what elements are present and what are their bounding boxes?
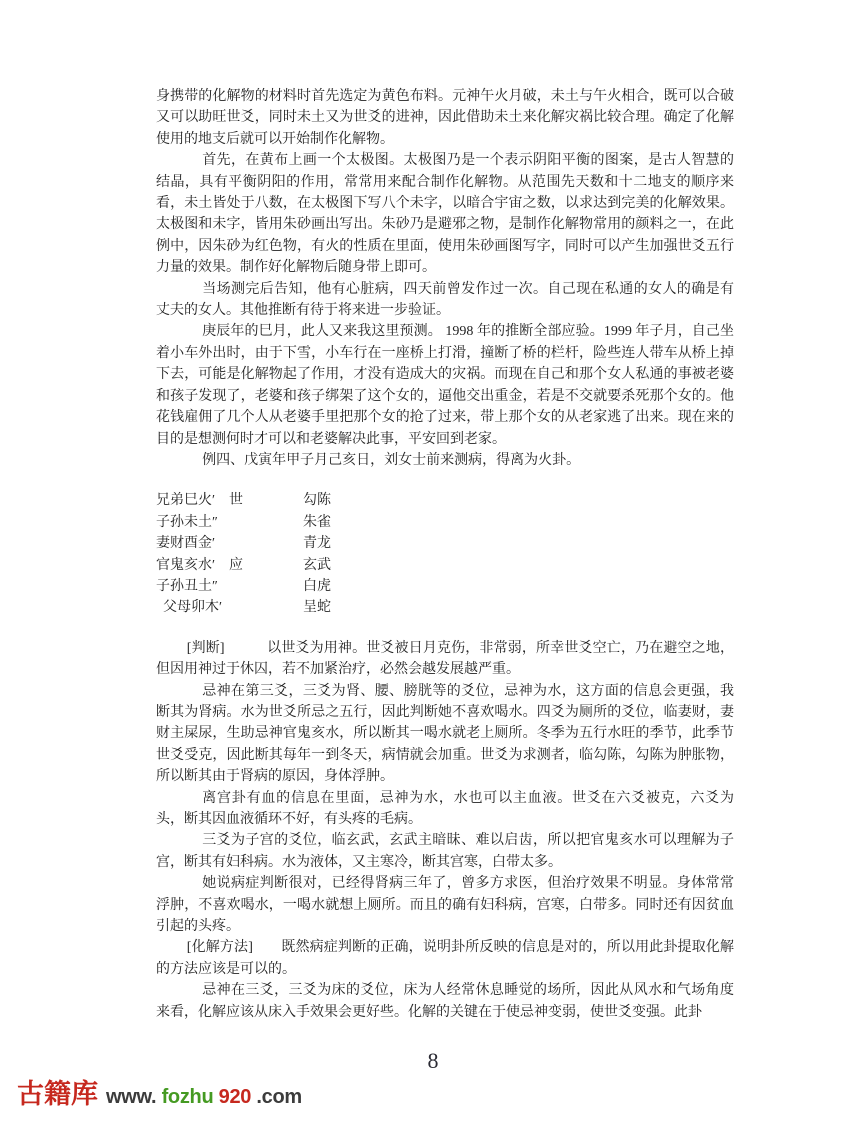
page-number: 8 [427,1048,439,1073]
watermark-url-com: .com [256,1086,302,1108]
hexagram-row [156,533,734,554]
hexagram-line-text: 子孙丑土″ [156,578,218,594]
paragraph-remedy-method: [化解方法] 既然病症判断的正确，说明卦所反映的信息是对的，所以用此卦提取化解的方法应该是可以的。 [156,940,734,977]
hexagram-line-text: 兄弟巳火′ 世 [156,493,244,509]
paragraph-judgment: [判断] 以世爻为用神。世爻被日月克伤，非常弱，所幸世爻空亡，乃在避空之地，但因用神过于休囚，若不加紧治疗，必然会越发展越严重。 [156,640,734,678]
watermark-url-www: www. [106,1086,157,1108]
watermark-url [106,1086,302,1109]
hexagram-line-text: 妻财酉金′ [156,536,216,552]
hexagram-line-text: 官鬼亥水′ 应 [156,557,244,573]
hexagram-line-text: 父母卯木′ [163,600,223,616]
paragraph-blood-analysis: 离宫卦有血的信息在里面，忌神为水，水也可以主血液。世爻在六爻被克，六爻为头，断其因血液循环不好，有头疼的毛病。 [156,790,734,827]
hexagram-spirit-text: 呈蛇 [303,600,331,616]
paragraph-gengchen: 庚辰年的巳月，此人又来我这里预测。 1998 年的推断全部应验。1999 年子月，自己坐着小车外出时，由于下雪，小车行在一座桥上打滑，撞断了桥的栏杆，险些连人带车从桥上掉下去，可能是化解物起了作用，才没有造成大的灾祸。而现在自己和那个女人私通的事被老婆和孩子发现了，老婆和孩子绑架了这个女的，逼他交出重金，若是不交就要杀死那个女的。他花钱雇佣了几个人从老婆手里把那个女的抢了过来，带上那个女的从老家逃了出来。现在来的目的是想测何时才可以和老婆解决此事，平安回到老家。 [156,324,734,447]
hexagram-row [156,555,734,576]
hexagram-spirit-text: 勾陈 [303,493,331,509]
hexagram-row [156,597,734,618]
hexagram-spirit-text: 白虎 [303,578,331,594]
watermark-url-fozhu: fozhu [161,1086,214,1108]
hexagram-spirit-text: 青龙 [303,536,331,552]
paragraph-example-4: 例四、戊寅年甲子月己亥日，刘女士前来测病，得离为火卦。 [202,452,581,468]
hexagram-spirit-text: 朱雀 [303,514,331,530]
watermark-url-920: 920 [218,1086,252,1108]
paragraph-feedback: 当场测完后告知，他有心脏病，四天前曾发作过一次。自己现在私通的女人的确是有丈夫的女人。其他推断有待于将来进一步验证。 [156,281,734,319]
text-block [156,86,734,1023]
paragraph-taiji: 首先，在黄布上画一个太极图。太极图乃是一个表示阴阳平衡的图案，是古人智慧的结晶，具有平衡阴阳的作用，常常用来配合制作化解物。从范围先天数和十二地支的顺序来看，未土皆处于八数，在太极图下写八个未字，以暗合宇宙之数，以求达到完美的化解效果。太极图和未字，皆用朱砂画出写出。朱砂乃是避邪之物，是制作化解物常用的颜料之一，在此例中，因朱砂为红色物，有火的性质在里面，使用朱砂画图写字，同时可以产生加强世爻五行力量的效果。制作好化解物后随身带上即可。 [156,153,734,276]
paragraph-gyn-analysis: 三爻为子宫的爻位，临玄武，玄武主暗昧、难以启齿，所以把官鬼亥水可以理解为子宫，断其有妇科病。水为液体，又主寒冷，断其宫寒，白带太多。 [156,833,734,870]
hexagram-row [156,512,734,533]
paragraph-confirmation: 她说病症判断很对，已经得肾病三年了，曾多方求医，但治疗效果不明显。身体常常浮肿，不喜欢喝水，一喝水就想上厕所。而且的确有妇科病，宫寒，白带多。同时还有因贫血引起的头疼。 [156,876,734,935]
watermark-site-name: 古籍库 [17,1079,98,1109]
hexagram-table [156,490,734,618]
paragraph-kidney-analysis: 忌神在第三爻，三爻为肾、腰、膀胱等的爻位，忌神为水，这方面的信息会更强，我断其为肾病。水为世爻所忌之五行，因此判断她不喜欢喝水。四爻为厕所的爻位，临妻财，妻财主屎尿，生助忌神官鬼亥水，所以断其一喝水就老上厕所。冬季为五行水旺的季节，此季节世爻受克，因此断其每年一到冬天，病情就会加重。世爻为求测者，临勾陈，勾陈为肿胀物，所以断其由于肾病的原因，身体浮肿。 [156,683,734,785]
hexagram-line-text: 子孙未土″ [156,514,218,530]
hexagram-spirit-text: 玄武 [303,557,331,573]
hexagram-row [156,576,734,597]
hexagram-row [156,490,734,511]
paragraph-remedy-detail: 忌神在三爻，三爻为床的爻位，床为人经常休息睡觉的场所，因此从风水和气场角度来看，化解应该从床入手效果会更好些。化解的关键在于使忌神变弱，使世爻变强。此卦 [156,983,734,1020]
paragraph-continuation: 身携带的化解物的材料时首先选定为黄色布料。元神午火月破，未土与午火相合，既可以合破又可以助旺世爻，同时未土又为世爻的进神，因此借助未土来化解灾祸比较合理。确定了化解使用的地支后就可以开始制作化解物。 [156,89,734,147]
watermark [17,1072,302,1111]
